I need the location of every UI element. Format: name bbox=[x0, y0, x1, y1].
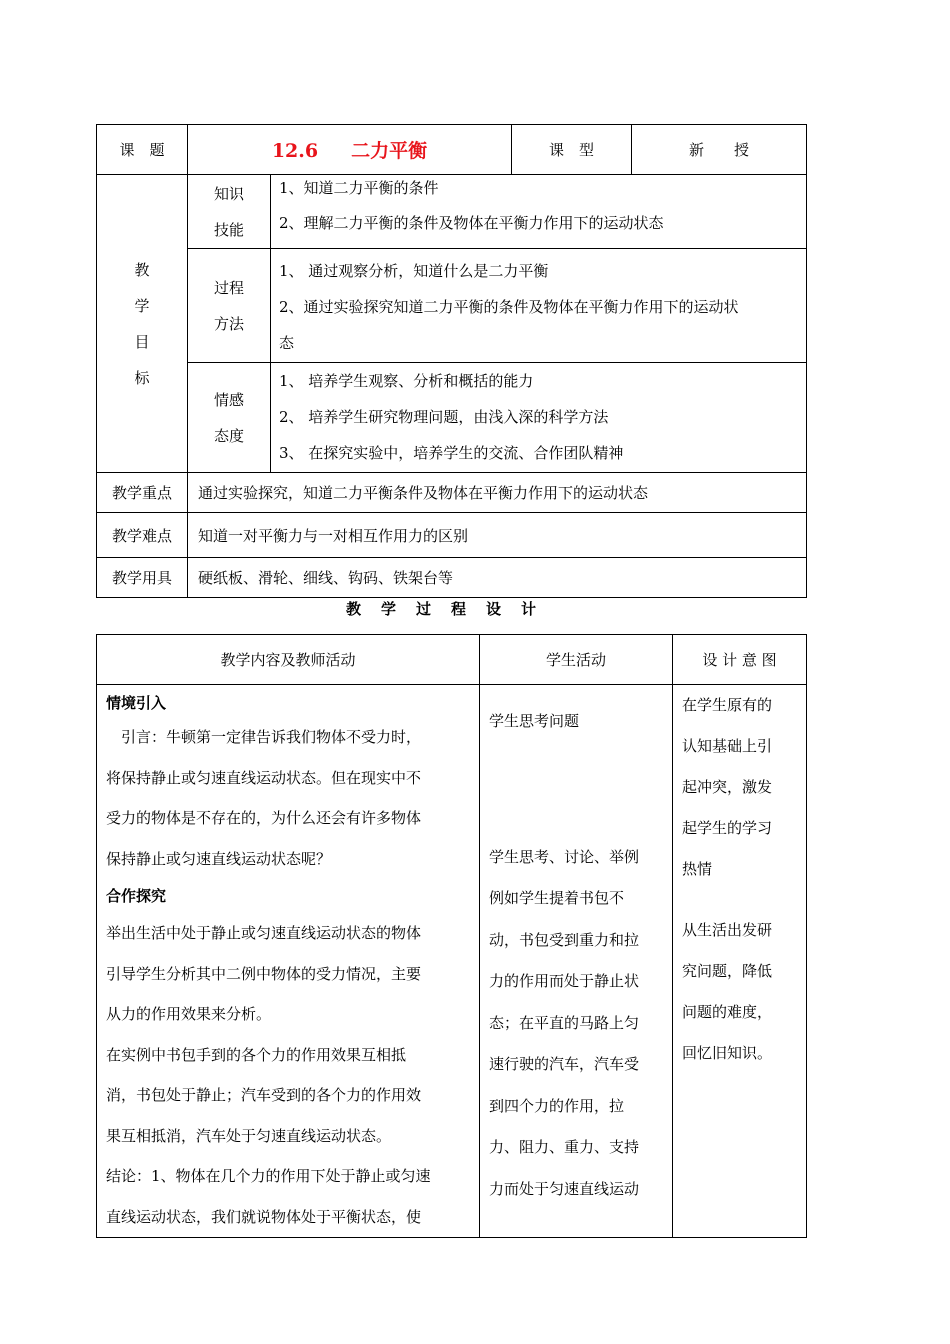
teacher-activity-content bbox=[97, 685, 480, 1238]
text-line: 热情 bbox=[682, 860, 713, 878]
process-method-label: 过程 方法 bbox=[188, 249, 271, 363]
text-line: 从生活出发研 bbox=[682, 921, 773, 939]
focus-label: 教学重点 bbox=[97, 473, 188, 513]
student-activity-content bbox=[480, 685, 673, 1238]
text-line: 回忆旧知识。 bbox=[682, 1044, 773, 1062]
text-line: 动，书包受到重力和拉 bbox=[489, 930, 640, 949]
topic-label: 课 题 bbox=[97, 125, 188, 175]
objectives-label: 教 学 目 标 bbox=[97, 175, 188, 473]
text-line: 将保持静止或匀速直线运动状态。但在现实中不 bbox=[106, 768, 422, 787]
difficulty-label: 教学难点 bbox=[97, 513, 188, 558]
student-activity-header: 学生活动 bbox=[480, 635, 673, 685]
text-line: 认知基础上引 bbox=[682, 737, 773, 755]
emotion-attitude-items bbox=[271, 363, 807, 473]
text-line: 起学生的学习 bbox=[682, 819, 773, 837]
type-value: 新 授 bbox=[632, 125, 807, 175]
design-intent-header: 设 计 意 图 bbox=[673, 635, 807, 685]
text-line: 结论：1、物体在几个力的作用下处于静止或匀速 bbox=[106, 1167, 431, 1185]
text-line: 例如学生提着书包不 bbox=[489, 889, 625, 907]
text-line: 直线运动状态，我们就说物体处于平衡状态，使 bbox=[106, 1207, 422, 1226]
text-line: 在学生原有的 bbox=[682, 696, 773, 714]
text-line: 起冲突，激发 bbox=[682, 778, 773, 796]
list-item: 2、通过实验探究知道二力平衡的条件及物体在平衡力作用下的运动状 bbox=[279, 298, 739, 316]
text-line: 问题的难度， bbox=[682, 1003, 773, 1021]
text-line: 引导学生分析其中二例中物体的受力情况，主要 bbox=[106, 964, 422, 983]
text-line: 学生思考问题 bbox=[489, 712, 580, 730]
text-line: 究问题，降低 bbox=[682, 962, 773, 980]
list-item: 态 bbox=[279, 334, 295, 352]
text-line: 力而处于匀速直线运动 bbox=[489, 1179, 640, 1198]
text-line: 消，书包处于静止；汽车受到的各个力的作用效 bbox=[106, 1086, 422, 1104]
list-item: 1、 培养学生观察、分析和概括的能力 bbox=[279, 372, 534, 390]
text-line: 学生思考、讨论、举例 bbox=[489, 847, 640, 866]
text-line: 力的作用而处于静止状 bbox=[489, 972, 640, 990]
section-heading-explore: 合作探究 bbox=[106, 887, 167, 905]
text-line: 受力的物体是不存在的，为什么还会有许多物体 bbox=[106, 809, 422, 827]
focus-value: 通过实验探究，知道二力平衡条件及物体在平衡力作用下的运动状态 bbox=[188, 473, 807, 513]
section-heading-intro: 情境引入 bbox=[106, 694, 167, 712]
tools-value: 硬纸板、滑轮、细线、钩码、铁架台等 bbox=[188, 558, 807, 598]
teacher-activity-header: 教学内容及教师活动 bbox=[97, 635, 480, 685]
list-item: 1、 通过观察分析，知道什么是二力平衡 bbox=[279, 262, 549, 280]
text-line: 速行驶的汽车，汽车受 bbox=[489, 1055, 640, 1073]
process-method-items bbox=[271, 249, 807, 363]
process-section-title: 教学过程设计 bbox=[345, 600, 556, 618]
tools-label: 教学用具 bbox=[97, 558, 188, 598]
lesson-overview-table bbox=[96, 124, 807, 598]
lesson-number: 12.6 bbox=[271, 140, 319, 162]
list-item: 2、 培养学生研究物理问题，由浅入深的科学方法 bbox=[279, 408, 609, 426]
lesson-title-cell bbox=[188, 125, 512, 175]
list-item: 1、知道二力平衡的条件 bbox=[279, 179, 439, 197]
teaching-process-table bbox=[96, 634, 807, 1238]
text-line: 从力的作用效果来分析。 bbox=[106, 1005, 272, 1023]
type-label: 课 型 bbox=[512, 125, 632, 175]
text-line: 果互相抵消，汽车处于匀速直线运动状态。 bbox=[106, 1126, 392, 1145]
text-line: 到四个力的作用，拉 bbox=[489, 1096, 625, 1115]
text-line: 力、阻力、重力、支持 bbox=[489, 1138, 640, 1156]
design-intent-content bbox=[673, 685, 807, 1238]
list-item: 3、 在探究实验中，培养学生的交流、合作团队精神 bbox=[279, 444, 624, 462]
knowledge-skill-items bbox=[271, 175, 807, 249]
text-line: 引言：牛顿第一定律告诉我们物体不受力时， bbox=[106, 728, 422, 746]
difficulty-value: 知道一对平衡力与一对相互作用力的区别 bbox=[188, 513, 807, 558]
text-line: 在实例中书包手到的各个力的作用效果互相抵 bbox=[106, 1045, 407, 1064]
knowledge-skill-label: 知识 技能 bbox=[188, 175, 271, 249]
list-item: 2、理解二力平衡的条件及物体在平衡力作用下的运动状态 bbox=[279, 214, 664, 232]
text-line: 态；在平直的马路上匀 bbox=[489, 1013, 640, 1032]
text-line: 举出生活中处于静止或匀速直线运动状态的物体 bbox=[106, 924, 422, 942]
lesson-title: 二力平衡 bbox=[351, 140, 428, 162]
emotion-attitude-label: 情感 态度 bbox=[188, 363, 271, 473]
text-line: 保持静止或匀速直线运动状态呢？ bbox=[106, 849, 332, 868]
